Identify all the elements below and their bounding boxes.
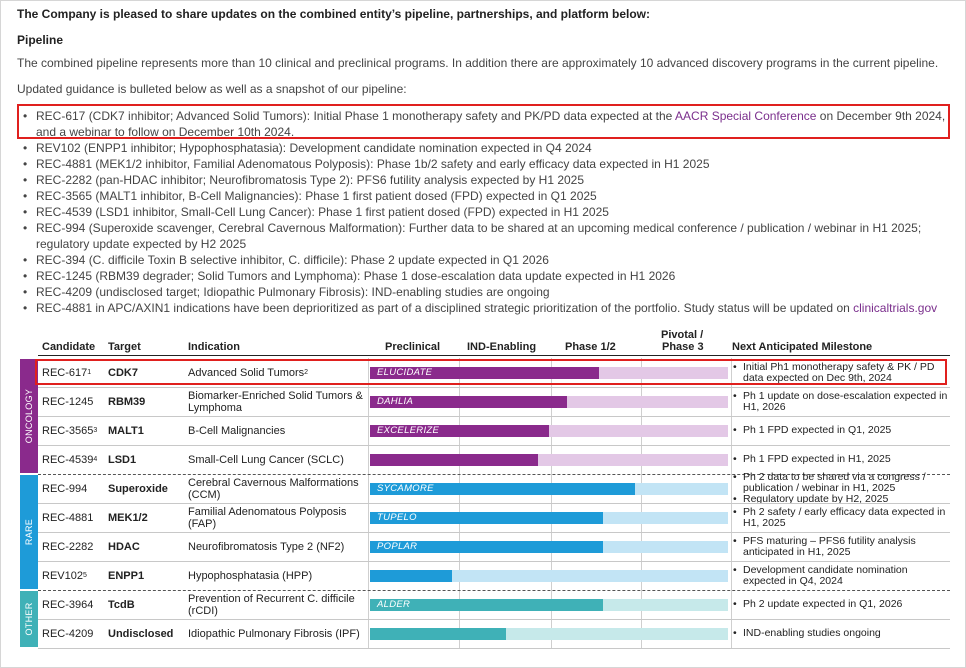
table-row	[38, 445, 950, 474]
target-cell: MALT1	[108, 424, 144, 437]
milestone-item: • IND-enabling studies ongoing	[731, 628, 881, 639]
header-preclinical: Preclinical	[385, 341, 441, 353]
indication-text: Small-Cell Lung Cancer (SCLC)	[188, 453, 344, 466]
milestone-cell	[731, 387, 953, 416]
indication-cell	[188, 387, 368, 416]
target-cell: Undisclosed	[108, 627, 174, 640]
progress-track	[370, 454, 728, 466]
milestone-item: • Ph 2 data to be shared via a congress / publication / webinar in H1, 2025	[731, 472, 953, 494]
milestone-cell	[731, 445, 953, 474]
milestone-list	[731, 536, 953, 558]
list-item: • REC-394 (C. difficile Toxin B selective inhibitor, C. difficile): Phase 2 update expected in Q1 2026	[23, 253, 549, 267]
candidate-cell	[42, 445, 97, 474]
header-candidate: Candidate	[42, 341, 96, 353]
candidate-cell	[42, 474, 87, 503]
header-rule	[38, 355, 950, 356]
indication-cell	[188, 474, 368, 503]
milestone-cell	[731, 471, 953, 505]
progress-track	[370, 425, 728, 437]
indication-cell	[188, 416, 368, 445]
list-item: • REC-3565 (MALT1 inhibitor, B-Cell Malignancies): Phase 1 first patient dosed (FPD) expected in Q1 2025	[23, 189, 597, 203]
list-item: • REV102 (ENPP1 inhibitor; Hypophosphatasia): Development candidate nomination expected in Q4 2024	[23, 141, 592, 155]
study-name: ALDER	[377, 599, 411, 610]
milestone-item: • Ph 1 update on dose-escalation expected in H1, 2026	[731, 391, 953, 413]
target-cell: CDK7	[108, 366, 138, 379]
indication-text: Idiopathic Pulmonary Fibrosis (IPF)	[188, 627, 360, 640]
milestone-list	[731, 507, 953, 529]
indication-text: Cerebral Cavernous Malformations (CCM)	[188, 476, 359, 501]
milestone-cell	[731, 619, 953, 648]
table-row	[38, 561, 950, 590]
table-row	[38, 619, 950, 648]
candidate-name: REC-4209	[42, 627, 94, 640]
guidance-paragraph: Updated guidance is bulleted below as well as a snapshot of our pipeline:	[17, 82, 407, 96]
milestone-cell	[731, 561, 953, 590]
table-row	[38, 590, 950, 619]
milestone-list	[731, 454, 891, 465]
indication-cell	[188, 619, 368, 648]
table-row	[38, 503, 950, 532]
candidate-cell	[42, 561, 87, 590]
footnote-marker: 2	[304, 368, 309, 376]
list-item: • REC-4881 in APC/AXIN1 indications have been deprioritized as part of a disciplined strategic prioritization of the portfolio. Study status will be updated on clinicaltrials.gov	[23, 301, 938, 315]
table-row	[38, 471, 950, 505]
progress-bar	[370, 425, 549, 437]
candidate-name: REC-3565	[42, 424, 94, 437]
target-cell: TcdB	[108, 598, 135, 611]
milestone-cell	[731, 590, 953, 619]
candidate-cell	[42, 387, 93, 416]
candidate-cell	[42, 532, 93, 561]
header-pivotal: Pivotal /	[661, 329, 704, 341]
header-phase-3: Phase 3	[662, 341, 704, 353]
milestone-list	[731, 599, 902, 610]
target-cell: HDAC	[108, 540, 140, 553]
header-phase-1-2: Phase 1/2	[565, 341, 616, 353]
progress-bar	[370, 628, 506, 640]
milestone-cell	[731, 416, 953, 445]
highlight-box-table	[35, 359, 947, 385]
row-divider	[38, 648, 950, 649]
list-item: • REC-4881 (MEK1/2 inhibitor, Familial Adenomatous Polyposis): Phase 1b/2 safety and early efficacy data expected in H1 2025	[23, 157, 710, 171]
target-cell: Superoxide	[108, 482, 168, 495]
progress-bar	[370, 512, 603, 524]
indication-cell	[188, 445, 368, 474]
candidate-name: REC-994	[42, 482, 88, 495]
progress-bar	[370, 541, 603, 553]
target-cell: MEK1/2	[108, 511, 148, 524]
milestone-list	[731, 628, 881, 639]
candidate-cell	[42, 503, 93, 532]
milestone-item: • Initial Ph1 monotherapy safety & PK / PD data expected on Dec 9th, 2024	[731, 362, 953, 384]
milestone-item: • Development candidate nomination expected in Q4, 2024	[731, 565, 953, 587]
study-name: EXCELERIZE	[377, 425, 440, 436]
study-name: SYCAMORE	[377, 483, 434, 494]
indication-text: Advanced Solid Tumors	[188, 366, 305, 379]
therapeutic-area-label: OTHER	[24, 602, 34, 636]
progress-track	[370, 599, 728, 611]
milestone-list	[731, 391, 953, 413]
header-target: Target	[108, 341, 141, 353]
indication-text: Familial Adenomatous Polyposis (FAP)	[188, 505, 347, 530]
list-item: • REC-617 (CDK7 inhibitor; Advanced Solid Tumors): Initial Phase 1 monotherapy safety and PK/PD data expected at the AACR Special Conference on December 9th 2024, and a webinar to follow on December 10th 2024.	[23, 109, 946, 139]
list-item: • REC-4209 (undisclosed target; Idiopathic Pulmonary Fibrosis): IND-enabling studies are ongoing	[23, 285, 550, 299]
candidate-name: REC-4539	[42, 453, 94, 466]
footnote-marker: 5	[82, 571, 87, 579]
candidate-cell	[42, 619, 93, 648]
milestone-cell	[731, 503, 953, 532]
candidate-name: REC-4881	[42, 511, 94, 524]
milestone-item: • Ph 1 FPD expected in Q1, 2025	[731, 425, 891, 436]
list-item: • REC-994 (Superoxide scavenger, Cerebral Cavernous Malformation): Further data to be shared at an upcoming medical conference / publication / webinar in H1 2025; regulatory update expected by H2 2025	[23, 221, 922, 251]
study-name: TUPELO	[377, 512, 417, 523]
therapeutic-area-band	[20, 475, 38, 589]
footnote-marker: 1	[87, 368, 92, 376]
highlight-box	[17, 104, 950, 139]
guidance-list	[21, 108, 951, 316]
target-cell: RBM39	[108, 395, 146, 408]
milestone-cell	[731, 532, 953, 561]
target-cell: ENPP1	[108, 569, 145, 582]
candidate-cell	[42, 416, 97, 445]
footnote-marker: 4	[93, 455, 98, 463]
progress-bar	[370, 570, 452, 582]
progress-track	[370, 396, 728, 408]
candidate-name: REV102	[42, 569, 83, 582]
list-item: • REC-1245 (RBM39 degrader; Solid Tumors and Lymphoma): Phase 1 dose-escalation data update expected in H1 2026	[23, 269, 676, 283]
candidate-name: REC-1245	[42, 395, 94, 408]
therapeutic-area-label: RARE	[24, 518, 34, 546]
candidate-cell	[42, 590, 93, 619]
candidate-name: REC-3964	[42, 598, 94, 611]
indication-text: Biomarker-Enriched Solid Tumors & Lymphoma	[188, 389, 363, 414]
milestone-list	[731, 425, 891, 436]
indication-cell	[188, 590, 368, 619]
milestone-list	[731, 472, 953, 505]
target-cell: LSD1	[108, 453, 137, 466]
study-name: POPLAR	[377, 541, 418, 552]
page-heading: The Company is pleased to share updates on the combined entity’s pipeline, partnerships, and platform below:	[17, 7, 650, 21]
candidate-name: REC-617	[42, 366, 88, 379]
study-name: ELUCIDATE	[377, 367, 433, 378]
indication-text: Neurofibromatosis Type 2 (NF2)	[188, 540, 345, 553]
header-indication: Indication	[188, 341, 240, 353]
progress-bar	[370, 599, 603, 611]
indication-cell	[188, 503, 368, 532]
aacr-conference-link[interactable]: AACR Special Conference	[675, 109, 817, 123]
table-row	[38, 387, 950, 416]
progress-track	[370, 570, 728, 582]
intro-paragraph: The combined pipeline represents more than 10 clinical and preclinical programs. In addition there are approximately 10 advanced discovery programs in the current pipeline.	[17, 56, 939, 70]
progress-track	[370, 628, 728, 640]
section-title: Pipeline	[17, 33, 64, 47]
header-milestone: Next Anticipated Milestone	[732, 341, 873, 353]
milestone-item: • Regulatory update by H2, 2025	[731, 494, 953, 505]
list-item: • REC-4539 (LSD1 inhibitor, Small-Cell Lung Cancer): Phase 1 first patient dosed (FPD) expected in H1 2025	[23, 205, 609, 219]
header-ind-enabling: IND-Enabling	[467, 341, 537, 353]
table-row	[38, 532, 950, 561]
progress-track	[370, 483, 728, 495]
progress-track	[370, 541, 728, 553]
study-name: DAHLIA	[377, 396, 414, 407]
candidate-name: REC-2282	[42, 540, 94, 553]
milestone-item: • Ph 1 FPD expected in H1, 2025	[731, 454, 891, 465]
indication-text: Prevention of Recurrent C. difficile (rCDI)	[188, 592, 355, 617]
therapeutic-area-band	[20, 591, 38, 647]
footnote-marker: 3	[93, 426, 98, 434]
indication-cell	[188, 561, 368, 590]
indication-text: B-Cell Malignancies	[188, 424, 286, 437]
progress-bar	[370, 483, 635, 495]
progress-bar	[370, 454, 538, 466]
milestone-item: • Ph 2 safety / early efficacy data expected in H1, 2025	[731, 507, 953, 529]
clinicaltrials-link[interactable]: clinicaltrials.gov	[853, 301, 938, 315]
table-row	[38, 416, 950, 445]
therapeutic-area-label: ONCOLOGY	[24, 388, 34, 444]
list-item: • REC-2282 (pan-HDAC inhibitor; Neurofibromatosis Type 2): PFS6 futility analysis expected by H1 2025	[23, 173, 585, 187]
milestone-list	[731, 565, 953, 587]
progress-bar	[370, 396, 567, 408]
indication-cell	[188, 532, 368, 561]
progress-track	[370, 512, 728, 524]
indication-text: Hypophosphatasia (HPP)	[188, 569, 313, 582]
milestone-item: • PFS maturing – PFS6 futility analysis anticipated in H1, 2025	[731, 536, 953, 558]
milestone-item: • Ph 2 update expected in Q1, 2026	[731, 599, 902, 610]
